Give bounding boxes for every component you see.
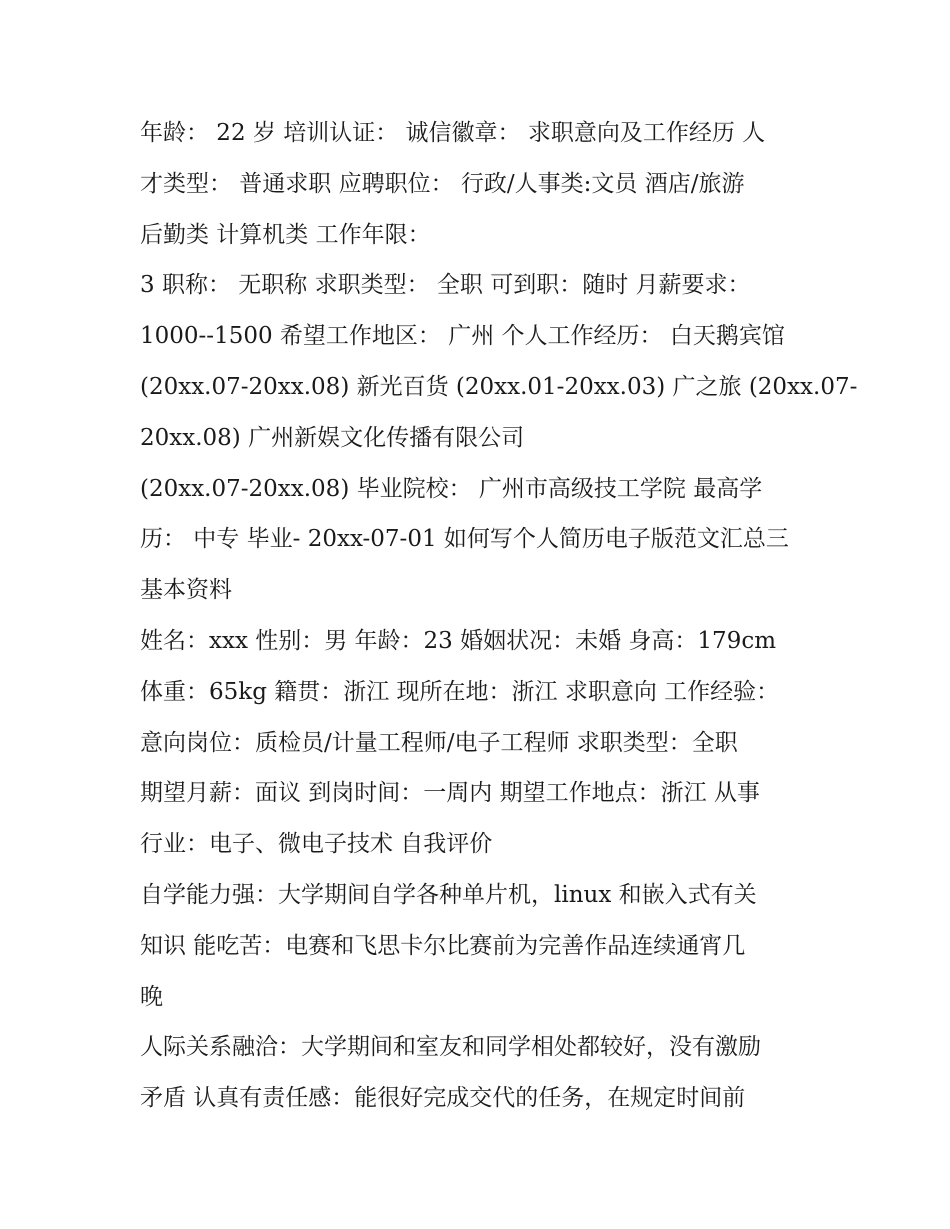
text-line: 体重：65kg 籍贯：浙江 现所在地：浙江 求职意向 工作经验：	[140, 678, 780, 705]
text-line: 1000--1500 希望工作地区： 广州 个人工作经历： 白天鹅宾馆	[140, 323, 785, 350]
text-line: 基本资料	[140, 577, 232, 604]
text-line: 意向岗位：质检员/计量工程师/电子工程师 求职类型：全职	[140, 729, 738, 756]
text-line: 才类型： 普通求职 应聘职位： 行政/人事类:文员 酒店/旅游	[140, 170, 745, 197]
text-line: 自学能力强：大学期间自学各种单片机，linux 和嵌入式有关	[140, 881, 757, 908]
text-line: 姓名：xxx 性别：男 年龄：23 婚姻状况：未婚 身高：179cm	[140, 627, 777, 654]
text-line: 期望月薪：面议 到岗时间：一周内 期望工作地点：浙江 从事	[140, 780, 760, 807]
text-line: 矛盾 认真有责任感：能很好完成交代的任务，在规定时间前	[140, 1085, 746, 1112]
text-line: 后勤类 计算机类 工作年限：	[140, 221, 431, 248]
text-line: 行业：电子、微电子技术 自我评价	[140, 831, 493, 858]
text-line: (20xx.07-20xx.08) 毕业院校： 广州市高级技工学院 最高学	[140, 475, 763, 502]
text-line: 知识 能吃苦：电赛和飞思卡尔比赛前为完善作品连续通宵几	[140, 932, 746, 959]
text-line: 20xx.08) 广州新娱文化传播有限公司	[140, 424, 525, 451]
document-body	[140, 108, 858, 1124]
text-line: (20xx.07-20xx.08) 新光百货 (20xx.01-20xx.03) 广之旅 (20xx.07-	[140, 373, 858, 400]
text-line: 年龄： 22 岁 培训认证： 诚信徽章： 求职意向及工作经历 人	[140, 120, 766, 146]
text-line: 历： 中专 毕业- 20xx-07-01 如何写个人简历电子版范文汇总三	[140, 526, 789, 553]
text-line: 人际关系融洽：大学期间和室友和同学相处都较好，没有激励	[140, 1034, 761, 1061]
text-line: 3 职称： 无职称 求职类型： 全职 可到职：随时 月薪要求：	[140, 272, 751, 299]
text-line: 晚	[140, 983, 163, 1010]
